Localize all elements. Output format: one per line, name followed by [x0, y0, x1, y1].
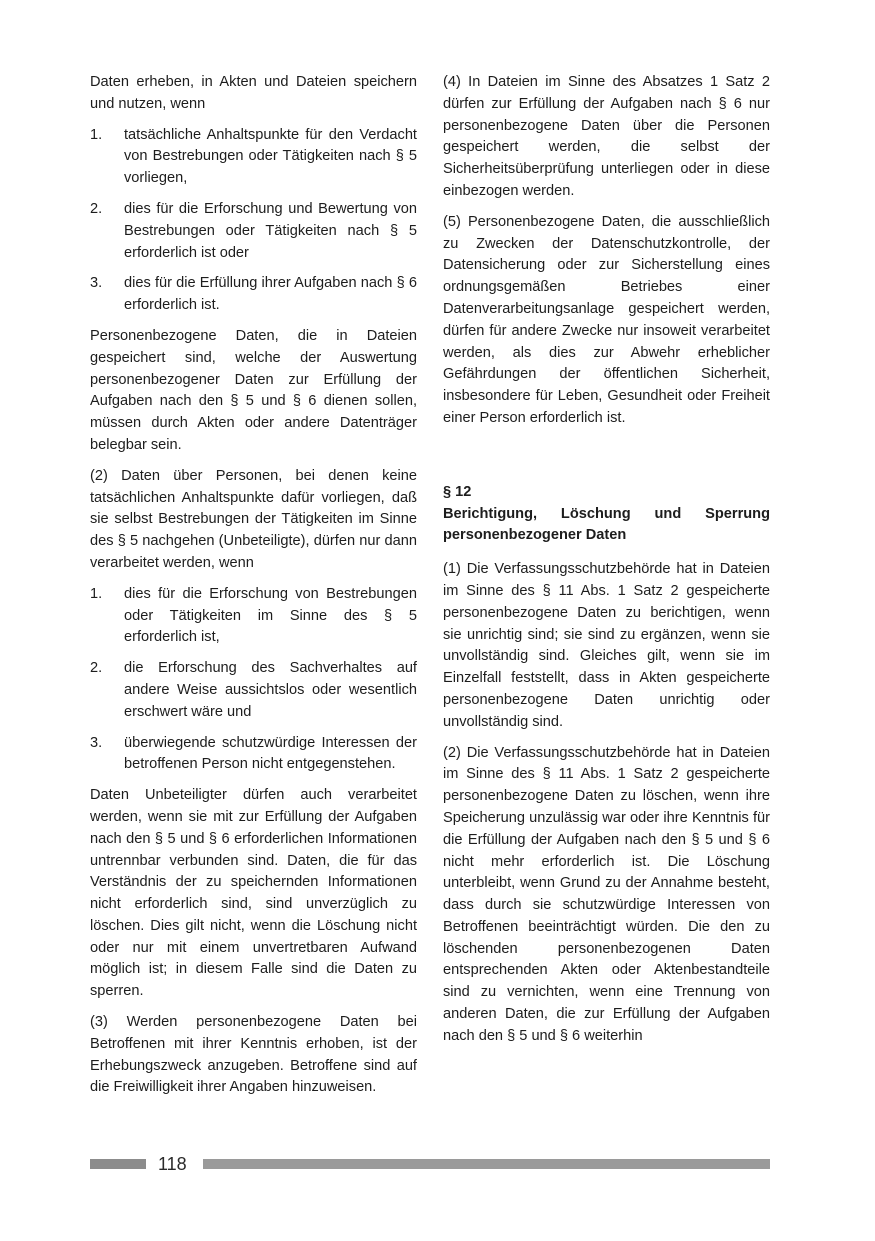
list-text: die Erforschung des Sachverhaltes auf andere Weise aussichtslos oder wesentlich erschwert wäre und — [124, 660, 417, 720]
paragraph: Personenbezogene Daten, die in Dateien gespeichert sind, welche der Auswertung personenbezogener Daten zur Erfüllung der Aufgaben nach den § 5 und § 6 dienen sollen, müssen durch Akten oder andere Datenträger belegbar sein. — [90, 327, 417, 453]
list-item — [90, 199, 417, 264]
section-heading: Berichtigung, Löschung und Sperrung personenbezogener Daten — [443, 505, 770, 544]
list-text: tatsächliche Anhaltspunkte für den Verdacht von Bestrebungen oder Tätigkeiten nach § 5 vorliegen, — [124, 126, 417, 187]
list-item — [90, 584, 417, 649]
list-item — [90, 733, 417, 777]
list-text: dies für die Erfüllung ihrer Aufgaben nach § 6 erforderlich ist. — [124, 275, 417, 314]
right-column — [443, 72, 770, 1108]
list-text: dies für die Erforschung von Bestrebungen oder Tätigkeiten im Sinne des § 5 erforderlich ist, — [124, 585, 417, 646]
list-number: 1. — [90, 126, 103, 143]
list-number: 3. — [90, 734, 103, 751]
list-item — [90, 125, 417, 190]
paragraph: (3) Werden personenbezogene Daten bei Betroffenen mit ihrer Kenntnis erhoben, ist der Erhebungszweck anzugeben. Betroffene sind auf die Freiwilligkeit ihrer Angaben hinzuweisen. — [90, 1014, 417, 1096]
list-item — [90, 273, 417, 317]
list-number: 2. — [90, 660, 103, 677]
list-number: 1. — [90, 585, 103, 602]
list-number: 3. — [90, 275, 103, 292]
paragraph: (1) Die Verfassungsschutzbehörde hat in Dateien im Sinne des § 11 Abs. 1 Satz 2 gespeicherte personenbezogene Daten zu berichtigen, wenn sie unrichtig sind; sie sind zu ergänzen, wenn sie unvollständig sind. Gleiches gilt, wenn sie im Einzelfall feststellt, dass in Akten gespeicherte personenbezogene Daten unrichtig oder unvollständig sind. — [443, 561, 770, 730]
text-columns — [90, 72, 770, 1108]
list-text: dies für die Erforschung und Bewertung von Bestrebungen oder Tätigkeiten nach § 5 erforderlich ist oder — [124, 200, 417, 261]
page-footer — [90, 1153, 770, 1175]
paragraph: (2) Daten über Personen, bei denen keine tatsächlichen Anhaltspunkte dafür vorliegen, daß sie selbst Bestrebungen der Tätigkeiten im Sinne des § 5 nachgehen (Unbeteiligte), dürfen nur dann verarbeitet werden, wenn — [90, 467, 417, 571]
page-number: 118 — [158, 1154, 187, 1174]
paragraph: Daten erheben, in Akten und Dateien speichern und nutzen, wenn — [90, 74, 417, 112]
paragraph: (2) Die Verfassungsschutzbehörde hat in Dateien im Sinne des § 11 Abs. 1 Satz 2 gespeicherte personenbezogene Daten zu löschen, wenn ihre Speicherung unzulässig war oder ihre Kenntnis für die Erfüllung der Aufgaben nach den § 5 und § 6 nicht mehr erforderlich ist. Die Löschung unterbleibt, wenn Grund zu der Annahme besteht, dass durch sie schutzwürdige Interessen von Betroffenen beeinträchtigt würden. Die den zu löschenden personenbezogenen Daten entsprechenden Akten oder Aktenbestandteile sind zu vernichten, wenn eine Trennung von anderen Daten, die zur Erfüllung der Aufgaben nach den § 5 und § 6 weiterhin — [443, 744, 770, 1044]
list-number: 2. — [90, 200, 103, 217]
footer-left-bar — [90, 1159, 146, 1169]
left-column — [90, 72, 417, 1108]
section-heading: § 12 — [443, 483, 472, 500]
paragraph: Daten Unbeteiligter dürfen auch verarbeitet werden, wenn sie mit zur Erfüllung der Aufgaben nach den § 5 und § 6 erforderlichen Informationen untrennbar verbunden sind. Daten, die für das Verständnis der zu speichernden Informationen nicht erforderlich sind, sind unverzüglich zu löschen. Dies gilt nicht, wenn die Löschung nicht oder nur mit einem unvertretbaren Aufwand möglich ist; in diesem Falle sind die Daten zu sperren. — [90, 787, 417, 1000]
paragraph: (4) In Dateien im Sinne des Absatzes 1 Satz 2 dürfen zur Erfüllung der Aufgaben nach § 6 nur personenbezogene Daten über die Personen gespeichert werden, die selbst der Sicherheitsüberprüfung unterliegen oder in diese einbezogen werden. — [443, 74, 770, 199]
paragraph: (5) Personenbezogene Daten, die ausschließlich zu Zwecken der Datenschutzkontrolle, der Datensicherung oder zur Sicherstellung eines ordnungsgemäßen Betriebes einer Datenverarbeitungsanlage gespeichert werden, dürfen für andere Zwecke nur insoweit verarbeitet werden, als dies zur Abwehr erheblicher Gefährdungen der öffentlichen Sicherheit, insbesondere für Leben, Gesundheit oder Freiheit einer Person erforderlich ist. — [443, 213, 770, 426]
list-text: überwiegende schutzwürdige Interessen der betroffenen Person nicht entgegenstehen. — [124, 734, 417, 773]
footer-right-bar — [203, 1159, 770, 1169]
list-item — [90, 658, 417, 723]
